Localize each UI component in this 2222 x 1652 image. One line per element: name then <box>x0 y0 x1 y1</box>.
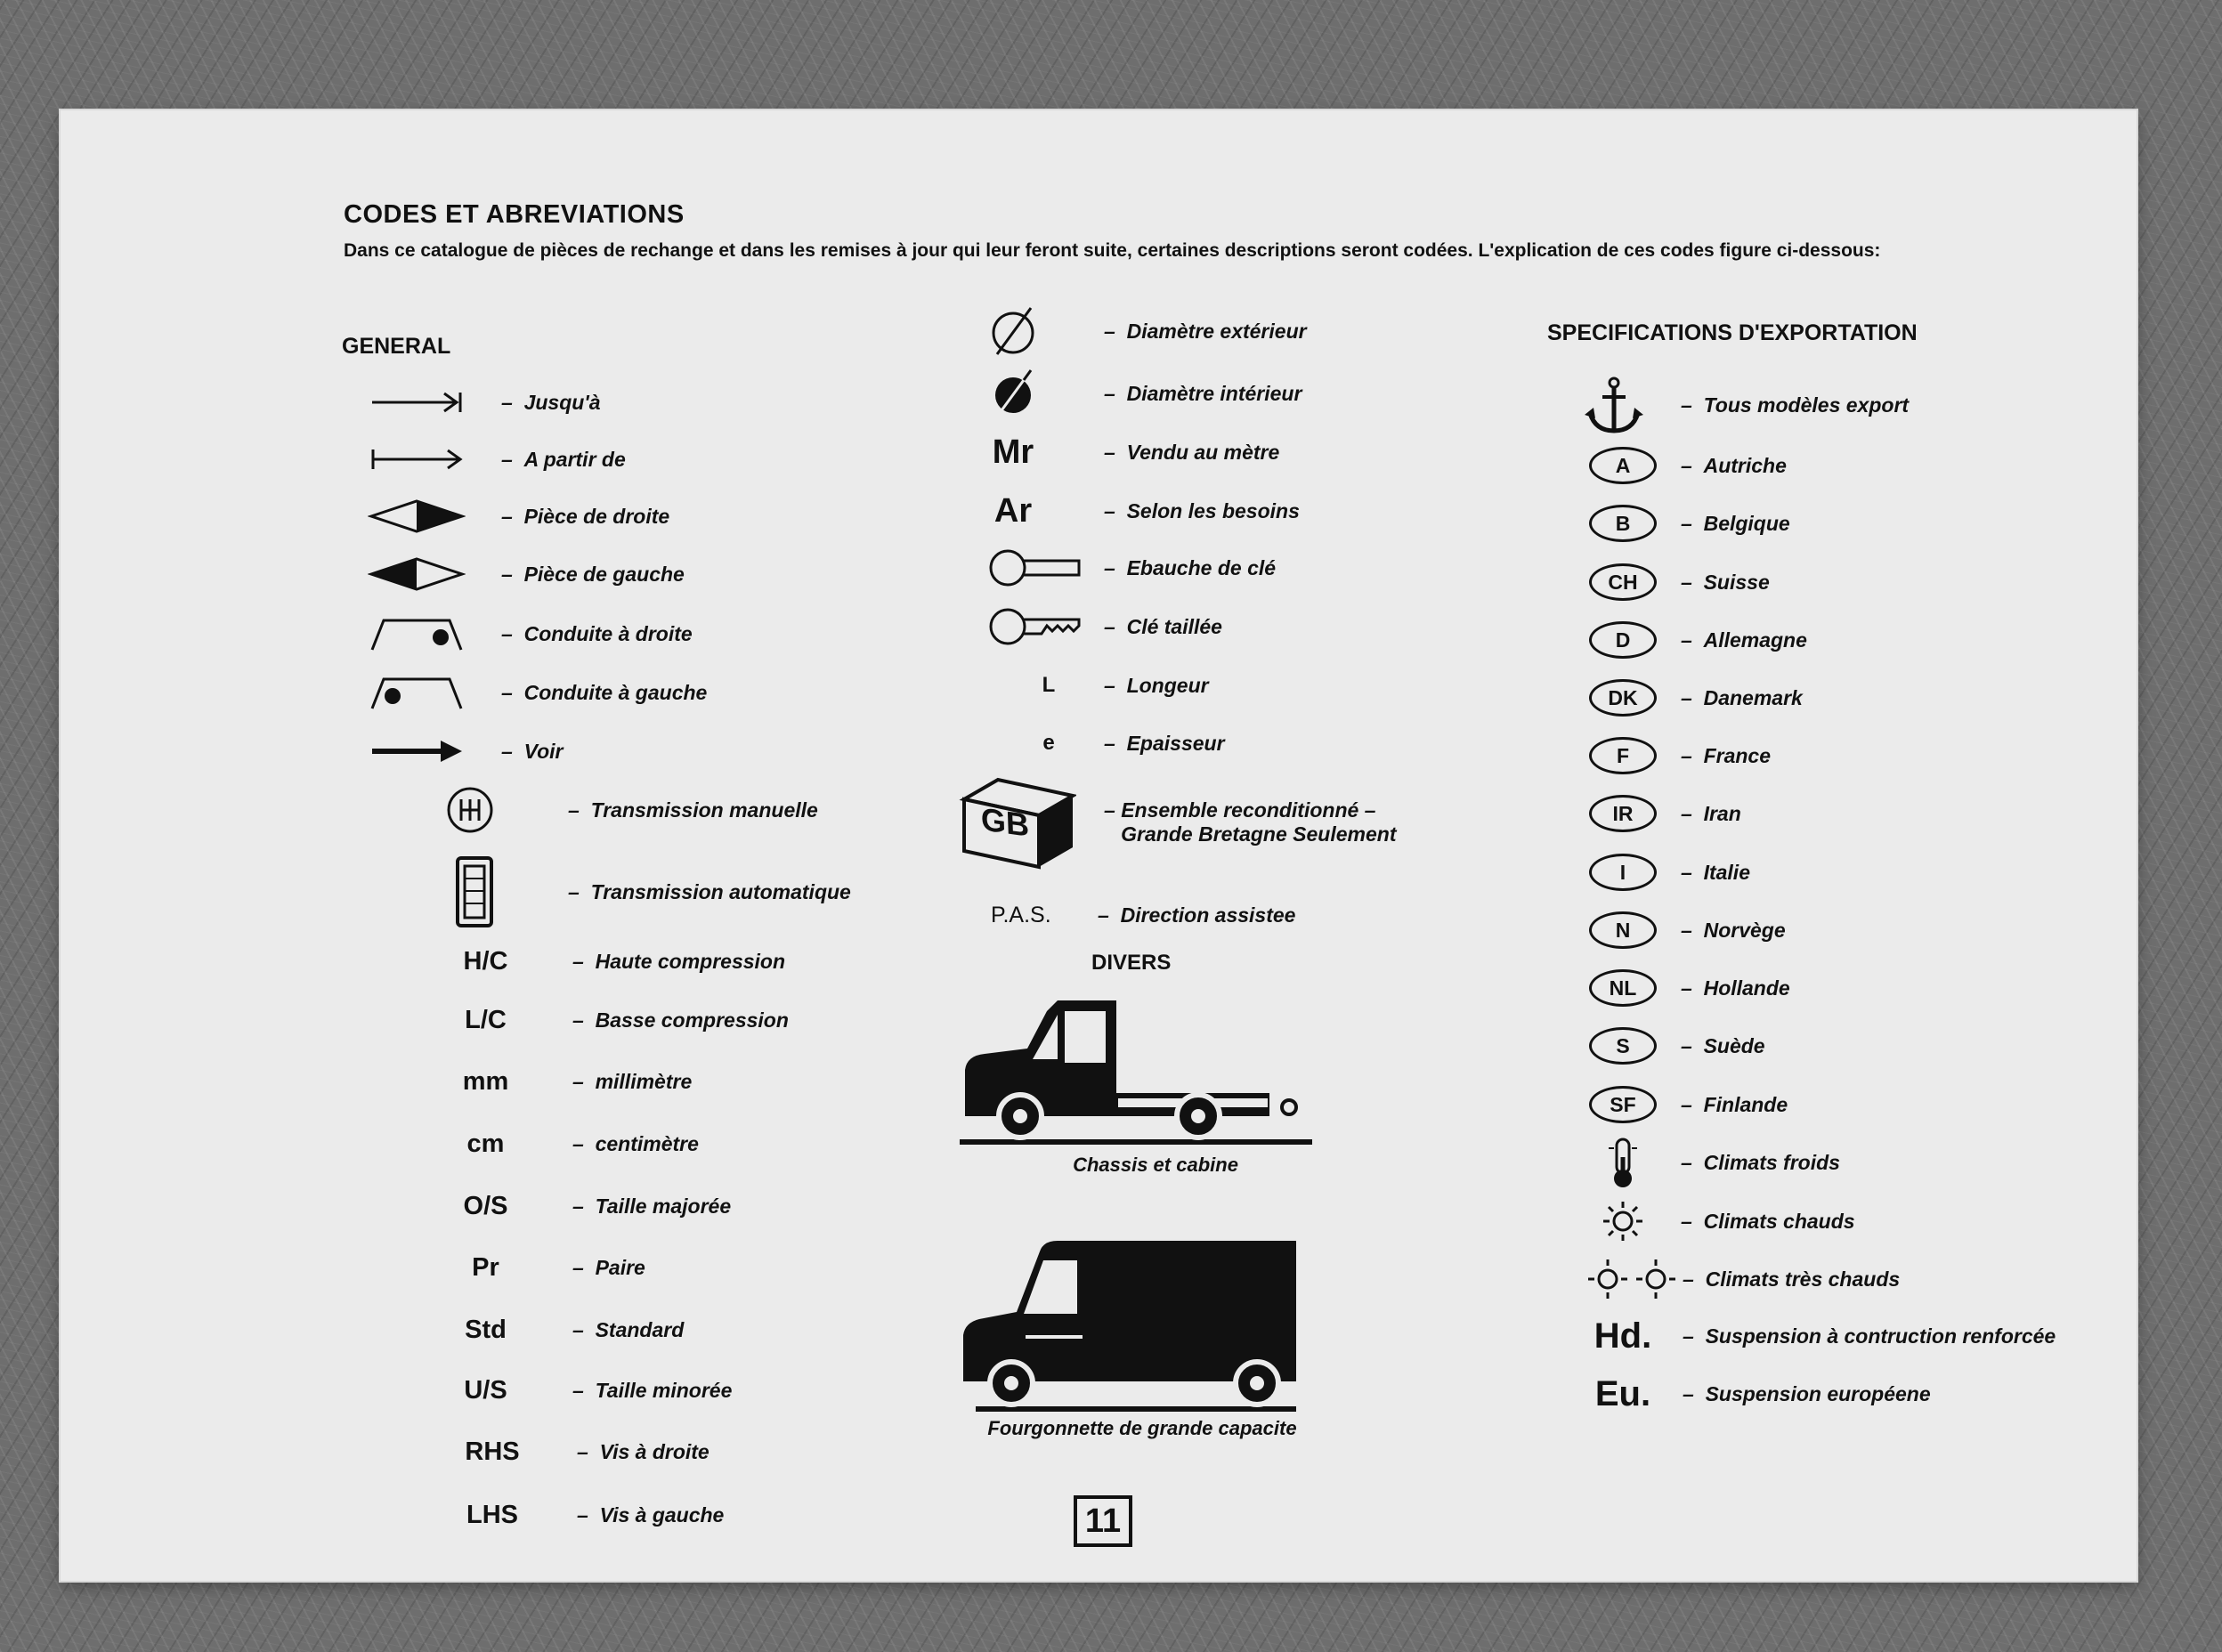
country-badge: B <box>1589 505 1657 542</box>
catalog-page <box>61 110 2137 1581</box>
dash: – <box>1098 903 1109 927</box>
dash: – <box>1104 798 1115 822</box>
dash: – <box>572 1008 584 1032</box>
dash: – <box>501 504 513 528</box>
country-badge: F <box>1589 737 1657 774</box>
abbreviation: Hd. <box>1594 1316 1652 1356</box>
dash: – <box>501 390 513 414</box>
dash: – <box>1681 1150 1692 1174</box>
legend-label: Vis à droite <box>599 1439 710 1463</box>
legend-label: France <box>1703 743 1772 767</box>
intro-text: Dans ce catalogue de pièces de rechange et dans les remises à jour qui leur feront suite, certaines descriptions seront codées. L'explication de ces codes figure ci-dessous: <box>344 240 1881 261</box>
dash: – <box>572 1378 584 1402</box>
abbreviation: Ar <box>993 491 1033 530</box>
dash: – <box>572 1131 584 1155</box>
legend-label: Ebauche de clé <box>1126 555 1277 579</box>
dash: – <box>572 1069 584 1093</box>
manual-gearbox-icon <box>434 783 506 837</box>
abbreviation: L/C <box>465 1005 507 1034</box>
right-hand-drive-icon <box>363 607 470 660</box>
left-part-icon <box>363 547 470 601</box>
divers-heading: DIVERS <box>1091 951 1172 975</box>
dash: – <box>577 1502 588 1526</box>
export-heading: SPECIFICATIONS D'EXPORTATION <box>1547 320 1918 345</box>
dash: – <box>1104 319 1115 343</box>
page-title: CODES ET ABREVIATIONS <box>344 200 685 229</box>
dash: – <box>1681 628 1692 652</box>
dash: – <box>1104 440 1115 464</box>
country-badge: IR <box>1589 795 1657 832</box>
abbreviation: Mr <box>992 433 1034 471</box>
legend-label: Grande Bretagne Seulement <box>1121 822 1397 846</box>
legend-label: Belgique <box>1703 511 1790 535</box>
dash: – <box>1104 614 1115 638</box>
legend-label: Diamètre intérieur <box>1126 381 1302 405</box>
dash: – <box>572 949 584 973</box>
dash: – <box>1681 1092 1692 1116</box>
legend-label: Clé taillée <box>1126 614 1222 638</box>
dash: – <box>1681 976 1692 1000</box>
legend-label: Transmission manuelle <box>590 798 818 822</box>
legend-label: Taille minorée <box>595 1378 733 1402</box>
dash: – <box>1681 453 1692 477</box>
dash: – <box>1681 743 1692 767</box>
dash: – <box>1681 1209 1692 1233</box>
dash: – <box>501 447 513 471</box>
legend-label: Vendu au mètre <box>1126 440 1280 464</box>
legend-label: Climats chauds <box>1703 1209 1855 1233</box>
legend-label: Italie <box>1703 860 1750 884</box>
legend-label: Suède <box>1703 1033 1765 1057</box>
legend-label: Basse compression <box>595 1008 789 1032</box>
country-badge: D <box>1589 621 1657 659</box>
dash: – <box>1683 1381 1694 1405</box>
dash: – <box>568 879 580 903</box>
general-heading: GENERAL <box>342 334 451 359</box>
dash: – <box>1681 511 1692 535</box>
legend-label: Autriche <box>1703 453 1787 477</box>
dash: – <box>1683 1324 1694 1348</box>
dash: – <box>1681 570 1692 594</box>
dash: – <box>501 739 513 763</box>
legend-label: Taille majorée <box>595 1194 732 1218</box>
automatic-gearbox-icon <box>443 856 506 927</box>
country-badge: I <box>1589 854 1657 891</box>
legend-label: millimètre <box>595 1069 693 1093</box>
dash: – <box>1681 685 1692 709</box>
dash: – <box>572 1317 584 1341</box>
very-hot-climate-icon <box>1574 1252 1690 1306</box>
dash: – <box>501 621 513 645</box>
dash: – <box>501 562 513 586</box>
country-badge: NL <box>1589 969 1657 1007</box>
legend-label: Conduite à gauche <box>523 680 708 704</box>
legend-label: Climats froids <box>1703 1150 1840 1174</box>
cut-key-icon <box>982 600 1089 653</box>
abbreviation: Std <box>465 1315 507 1344</box>
legend-label: Standard <box>595 1317 685 1341</box>
legend-label: Tous modèles export <box>1703 393 1910 417</box>
dash: – <box>1104 731 1115 755</box>
legend-label: Pièce de droite <box>523 504 670 528</box>
abbreviation: O/S <box>463 1191 508 1220</box>
legend-label: Suisse <box>1703 570 1770 594</box>
dash: – <box>1683 1267 1694 1291</box>
legend-label: Climats très chauds <box>1705 1267 1901 1291</box>
van-caption: Fourgonnette de grande capacite <box>987 1417 1297 1439</box>
dash: – <box>568 798 580 822</box>
see-arrow-icon <box>363 725 470 778</box>
inner-diameter-icon <box>964 367 1062 420</box>
dash: – <box>1104 673 1115 697</box>
anchor-icon <box>1569 376 1658 434</box>
bar-to-arrow-icon <box>363 433 470 486</box>
legend-label: Hollande <box>1703 976 1790 1000</box>
country-badge: N <box>1589 911 1657 949</box>
abbreviation: RHS <box>465 1437 520 1466</box>
abbreviation: mm <box>462 1066 509 1096</box>
legend-label: Epaisseur <box>1126 731 1225 755</box>
legend-label: Norvège <box>1703 918 1786 942</box>
dash: – <box>1104 381 1115 405</box>
dash: – <box>577 1439 588 1463</box>
high-capacity-van-icon <box>958 1234 1314 1421</box>
dash: – <box>1681 918 1692 942</box>
dash: – <box>501 680 513 704</box>
legend-label: Suspension à contruction renforcée <box>1705 1324 2056 1348</box>
abbreviation: U/S <box>464 1375 507 1405</box>
legend-label: Ensemble reconditionné – <box>1121 798 1376 822</box>
legend-label: A partir de <box>523 447 626 471</box>
legend-label: Allemagne <box>1703 628 1807 652</box>
key-blank-icon <box>982 541 1089 595</box>
legend-label: centimètre <box>595 1131 699 1155</box>
arrow-to-bar-icon <box>363 376 470 429</box>
legend-label: Selon les besoins <box>1126 498 1300 522</box>
left-hand-drive-icon <box>363 666 470 719</box>
legend-label: Suspension européene <box>1705 1381 1931 1405</box>
legend-label: Jusqu'à <box>523 390 601 414</box>
gb-box-text: GB <box>980 800 1030 844</box>
abbreviation: H/C <box>463 946 508 976</box>
abbreviation: Eu. <box>1594 1373 1651 1413</box>
dash: – <box>1104 555 1115 579</box>
hot-climate-icon <box>1578 1194 1667 1248</box>
legend-label: Pièce de gauche <box>523 562 685 586</box>
legend-label: Finlande <box>1703 1092 1788 1116</box>
legend-label: Danemark <box>1703 685 1803 709</box>
chassis-cab-truck-icon <box>958 983 1314 1152</box>
legend-label: Diamètre extérieur <box>1126 319 1307 343</box>
abbreviation: LHS <box>466 1500 518 1529</box>
abbreviation: P.A.S. <box>991 902 1051 927</box>
legend-label: Paire <box>595 1255 645 1279</box>
gb-reconditioned-box-icon <box>951 773 1084 871</box>
dash: – <box>1681 860 1692 884</box>
dash: – <box>1104 498 1115 522</box>
dash: – <box>572 1194 584 1218</box>
legend-label: Voir <box>523 739 564 763</box>
chassis-caption: Chassis et cabine <box>1073 1154 1238 1176</box>
dash: – <box>1681 393 1692 417</box>
country-badge: A <box>1589 447 1657 484</box>
legend-label: Conduite à droite <box>523 621 693 645</box>
abbreviation: Pr <box>472 1252 499 1282</box>
country-badge: S <box>1589 1027 1657 1065</box>
country-badge: CH <box>1589 563 1657 601</box>
dash: – <box>1681 801 1692 825</box>
legend-label: Direction assistee <box>1120 903 1296 927</box>
legend-label: Haute compression <box>595 949 786 973</box>
abbreviation: e <box>1042 731 1055 755</box>
abbreviation: cm <box>466 1129 505 1158</box>
country-badge: SF <box>1589 1086 1657 1123</box>
abbreviation: L <box>1042 673 1056 697</box>
right-part-icon <box>363 490 470 543</box>
legend-label: Transmission automatique <box>590 879 851 903</box>
outer-diameter-icon <box>964 304 1062 358</box>
page-number: 11 <box>1074 1495 1132 1547</box>
cold-climate-icon <box>1578 1136 1667 1189</box>
country-badge: DK <box>1589 679 1657 717</box>
dash: – <box>1681 1033 1692 1057</box>
legend-label: Iran <box>1703 801 1741 825</box>
legend-label: Longeur <box>1126 673 1209 697</box>
dash: – <box>572 1255 584 1279</box>
legend-label: Vis à gauche <box>599 1502 725 1526</box>
